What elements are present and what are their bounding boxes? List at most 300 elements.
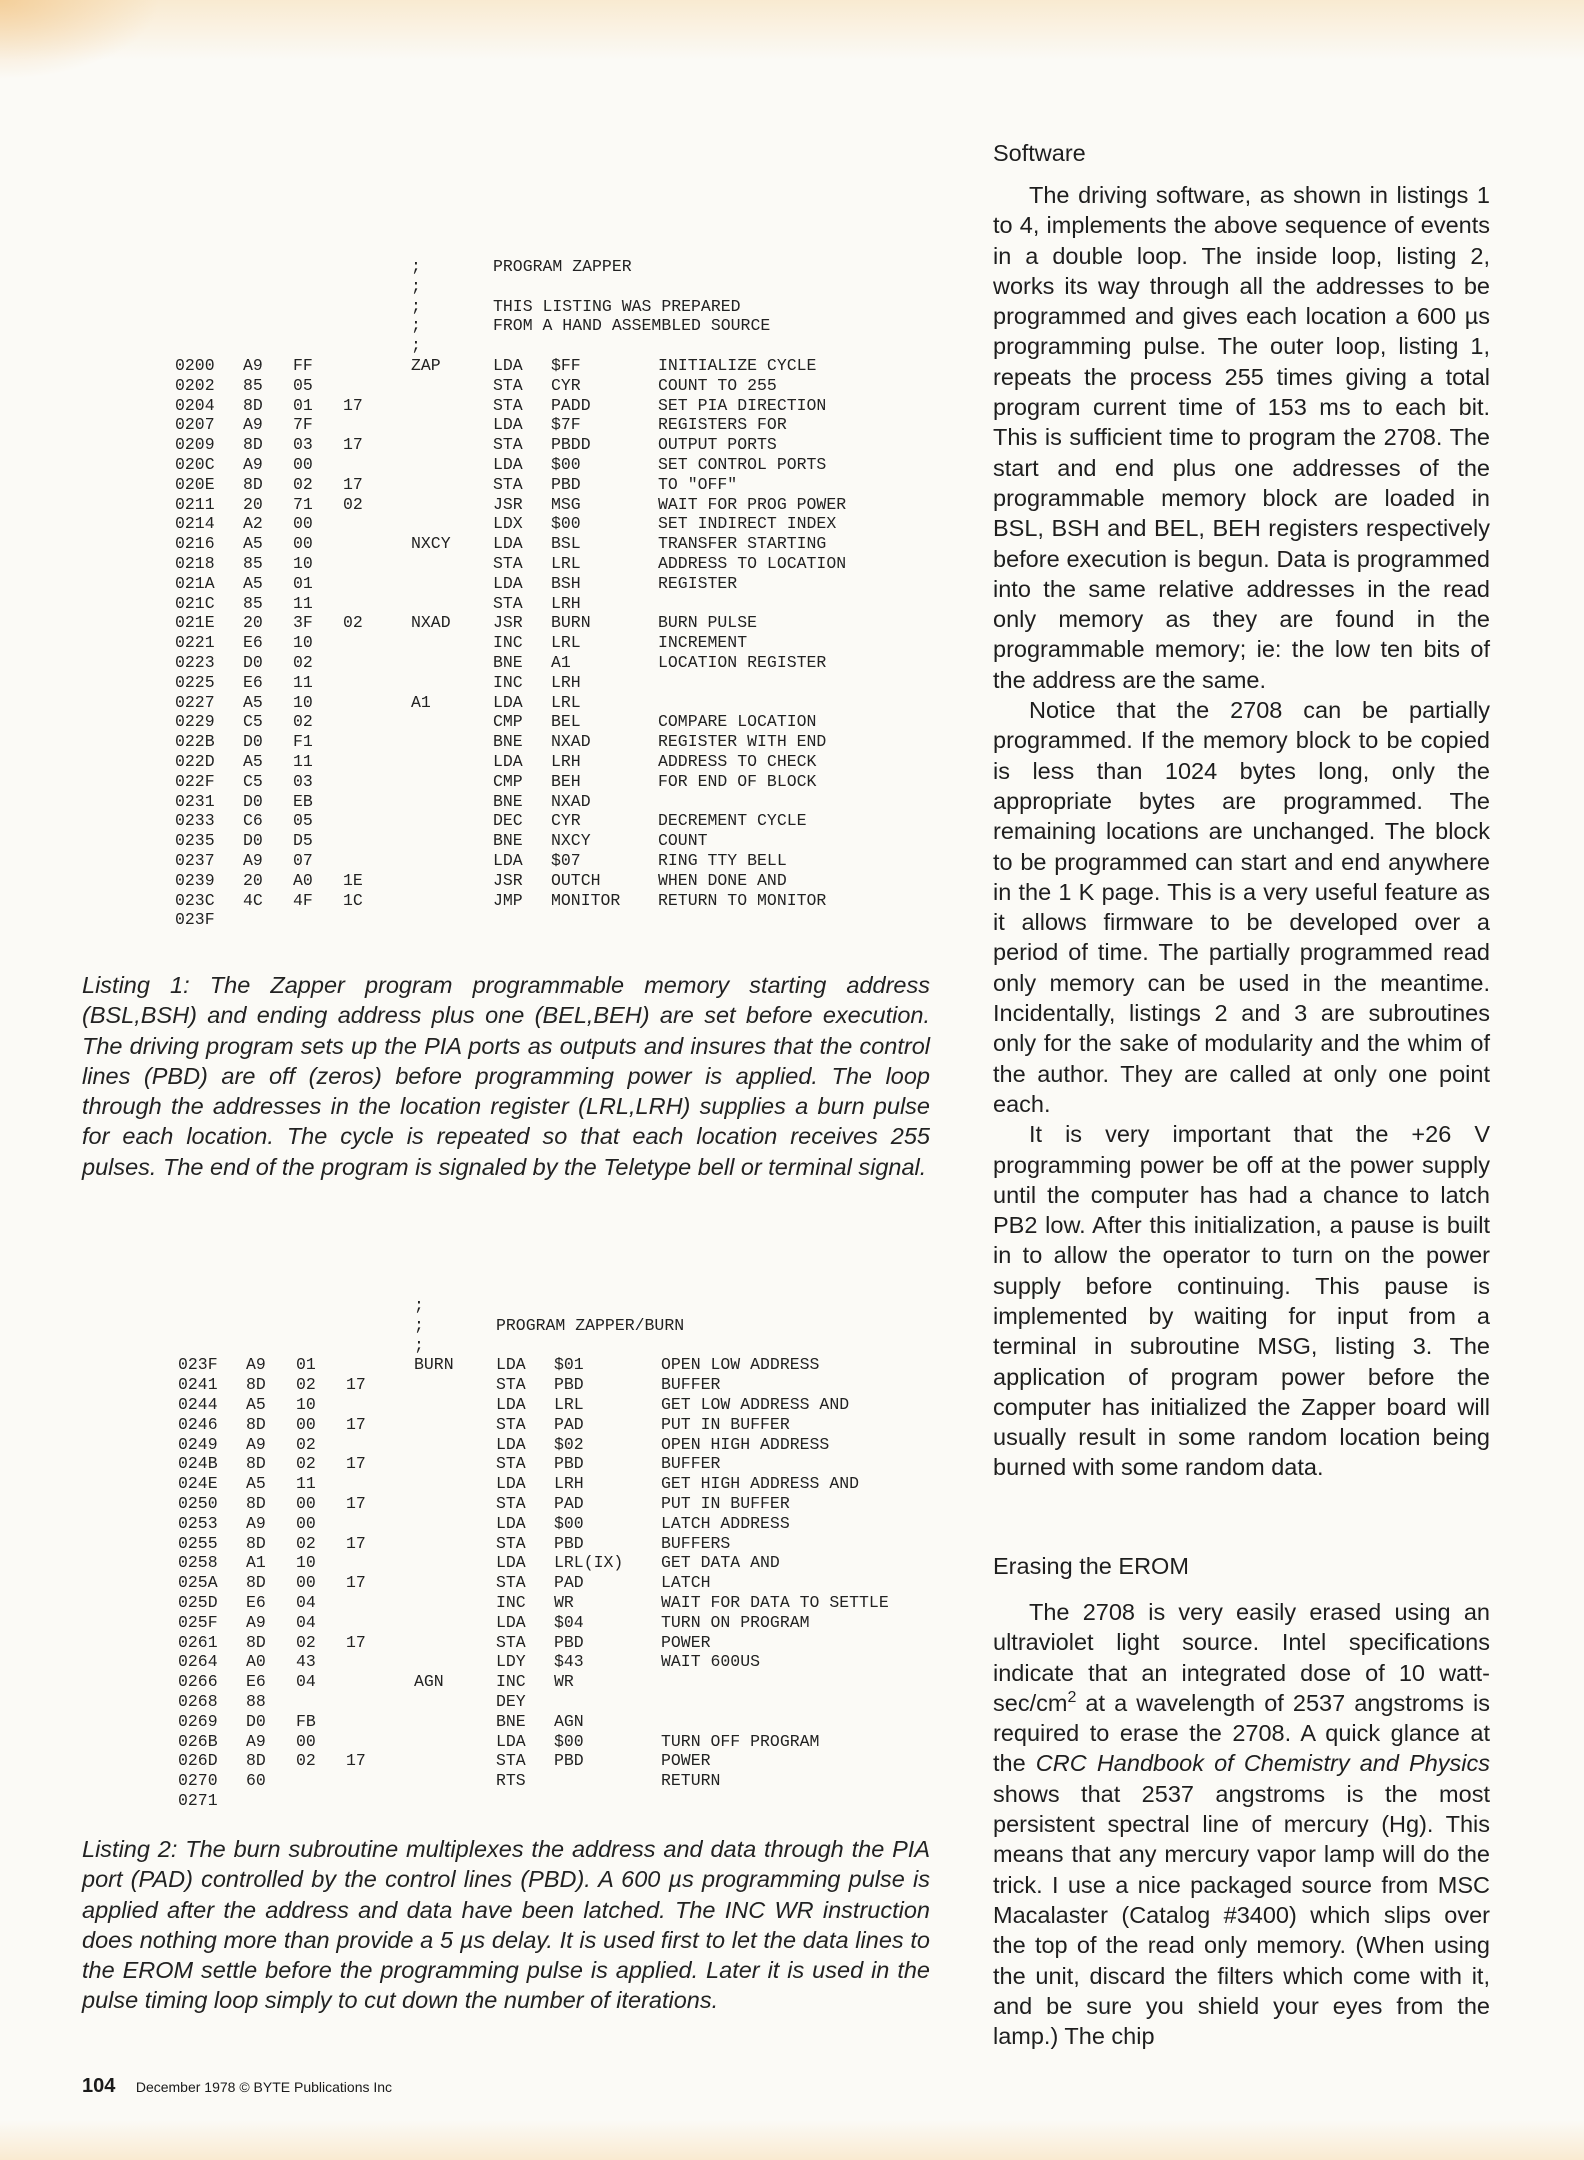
comment-marker: ; (414, 1296, 424, 1315)
listing-cell-op: STA (493, 395, 523, 415)
listing-cell-addr: 0211 (175, 494, 215, 514)
listing-cell-arg: LRH (551, 751, 581, 771)
listing-cell-arg: PBD (554, 1632, 584, 1652)
listing-cell-addr: 0270 (178, 1771, 218, 1791)
listing-cell-b2: 00 (293, 514, 313, 534)
erasing-section (993, 1551, 1490, 2051)
listing-cell-comment: INITIALIZE CYCLE (658, 355, 817, 375)
listing-cell-op: LDA (496, 1513, 526, 1533)
software-paragraph: Notice that the 2708 can be partially programmed. If the memory block to be copied is less than 1024 bytes long, only the appropriate bytes are programmed. The remaining locations are unchanged. The block to be programmed can start and end anywhere in the 1 K page. This is a very useful feature as it allows firmware to be developed over a period of time. The partially programmed read only memory can be used in the meantime. Incidentally, listings 2 and 3 are subroutines only for the sake of modularity and the whim of the author. They are called at only one point each. (993, 697, 1490, 1117)
erasing-heading: Erasing the EROM (993, 1553, 1189, 1579)
listing-cell-comment: OPEN HIGH ADDRESS (661, 1434, 830, 1454)
listing-cell-b1: D0 (243, 732, 263, 752)
listing-cell-arg: PBD (554, 1375, 584, 1395)
listing-cell-addr: 0200 (175, 355, 215, 375)
listing-cell-b2: 07 (293, 850, 313, 870)
listing-cell-arg: LRL (551, 553, 581, 573)
listing-cell-addr: 0264 (178, 1652, 218, 1672)
software-section (993, 138, 1490, 1483)
listing-cell-arg: NXAD (551, 732, 591, 752)
listing-cell-op: LDA (493, 355, 523, 375)
listing-cell-addr: 0268 (178, 1691, 218, 1711)
listing-cell-op: STA (493, 593, 523, 613)
listing-cell-b1: A5 (243, 573, 263, 593)
listing-cell-b2: 11 (296, 1474, 316, 1494)
listing-cell-op: STA (493, 553, 523, 573)
listing-cell-arg: WR (554, 1592, 574, 1612)
listing-cell-b1: 8D (246, 1573, 266, 1593)
listing-cell-b2: 00 (296, 1414, 316, 1434)
listing-cell-arg: PAD (554, 1414, 584, 1434)
listing-cell-comment: REGISTER (658, 573, 738, 593)
listing-1-caption: Listing 1: The Zapper program programmable memory starting address (BSL,BSH) and ending address plus one (BEL,BEH) are set before execution. The driving program sets up the PIA ports as outputs and insures that the control lines (PBD) are off (zeros) before programming power is applied. The loop through the addresses in the location register (LRL,LRH) supplies a burn pulse for each location. The cycle is repeated so that each location receives 255 pulses. The end of the program is signaled by the Teletype bell or terminal signal. (82, 972, 930, 1180)
listing-cell-comment: TURN OFF PROGRAM (661, 1731, 820, 1751)
listing-cell-addr: 021E (175, 613, 215, 633)
listing-cell-comment: REGISTER WITH END (658, 732, 827, 752)
listing-cell-op: BNE (493, 831, 523, 851)
listing-cell-b3: 02 (343, 613, 363, 633)
listing-cell-addr: 0227 (175, 692, 215, 712)
listing-cell-comment: GET LOW ADDRESS AND (661, 1394, 850, 1414)
listing-cell-b2: 04 (296, 1592, 316, 1612)
listing-cell-op: LDA (496, 1434, 526, 1454)
listing-cell-arg: PBD (554, 1533, 584, 1553)
listing-cell-b2: 00 (293, 534, 313, 554)
listing-cell-b1: A9 (246, 1731, 266, 1751)
listing-cell-op: STA (496, 1632, 526, 1652)
listing-cell-arg: $00 (554, 1731, 584, 1751)
listing-cell-b1: A1 (246, 1553, 266, 1573)
listing-cell-arg: NXAD (551, 791, 591, 811)
listing-cell-b2: 02 (293, 652, 313, 672)
listing-cell-b1: A9 (246, 1434, 266, 1454)
comment-text: PROGRAM ZAPPER (493, 257, 632, 276)
listing-cell-b2: 00 (296, 1493, 316, 1513)
software-paragraph: The driving software, as shown in listings 1 to 4, implements the above sequence of events in a double loop. The inside loop, listing 2, works its way through all the addresses to be programmed and gives each location a 600 µs programming pulse. The outer loop, listing 1, repeats the process 255 times giving a total program current time of 153 ms to each bit. This is sufficient time to program the 2708. The start and end plus one addresses of the programmable memory block are loaded in BSL, BSH and BEL, BEH registers respectively before execution is begun. Data is programmed into the same relative addresses in the read only memory as they are found in the programmable memory; ie: the low ten bits of the address are the same. (993, 182, 1490, 693)
listing-cell-op: LDA (496, 1612, 526, 1632)
listing-cell-b1: E6 (246, 1672, 266, 1692)
listing-cell-b2: 05 (293, 375, 313, 395)
comment-text: THIS LISTING WAS PREPARED (493, 296, 741, 316)
listing-cell-b1: 8D (246, 1493, 266, 1513)
listing-cell-op: BNE (493, 652, 523, 672)
listing-cell-comment: OUTPUT PORTS (658, 435, 777, 455)
listing-cell-b1: 8D (246, 1454, 266, 1474)
listing-cell-addr: 022D (175, 751, 215, 771)
listing-cell-comment: RETURN (661, 1771, 721, 1791)
listing-cell-b3: 17 (343, 435, 363, 455)
listing-cell-b2: 02 (296, 1751, 316, 1771)
comment-marker: ; (411, 296, 421, 316)
listing-cell-b2: 10 (296, 1394, 316, 1414)
listing-cell-b3: 17 (346, 1414, 366, 1434)
listing-cell-op: JSR (493, 870, 523, 890)
listing-cell-b2: 03 (293, 771, 313, 791)
listing-cell-b2: 01 (296, 1355, 316, 1375)
listing-2-caption: Listing 2: The burn subroutine multiplexes the address and data through the PIA port (PAD) controlled by the control lines (PBD). A 600 µs programming pulse is applied after the address and data have been latched. The INC WR instruction does nothing more than provide a 5 µs delay. It is used first to let the data lines to the EROM settle before the programming pulse is applied. Later it is used in the pulse timing loop simply to cut down the number of iterations. (82, 1836, 930, 2014)
listing-cell-comment: SET CONTROL PORTS (658, 454, 827, 474)
listing-cell-b1: A0 (246, 1652, 266, 1672)
listing-cell-addr: 0204 (175, 395, 215, 415)
listing-cell-label: A1 (411, 692, 431, 712)
listing-cell-comment: PUT IN BUFFER (661, 1493, 790, 1513)
listing-cell-b2: 02 (296, 1632, 316, 1652)
listing-cell-b1: D0 (243, 831, 263, 851)
listing-cell-b2: 02 (296, 1375, 316, 1395)
listing-cell-b2: 43 (296, 1652, 316, 1672)
listing-cell-op: STA (496, 1573, 526, 1593)
listing-cell-op: LDA (496, 1394, 526, 1414)
listing-cell-addr: 0271 (178, 1790, 218, 1810)
listing-cell-b1: A5 (246, 1394, 266, 1414)
listing-cell-b1: 8D (246, 1533, 266, 1553)
listing-cell-addr: 0229 (175, 712, 215, 732)
listing-cell-arg: LRH (551, 593, 581, 613)
erasing-paragraph: The 2708 is very easily erased using an ultraviolet light source. Intel specifications indicate that an integrated dose of 10 watt-$\sec/cm^2$ at a wavelength of 2537 angstroms is required to erase the 2708. A quick glance at the CRC Handbook of Chemistry and Physics shows that 2537 angstroms is the most persistent spectral line of mercury (Hg). This means that any mercury vapor lamp will do the trick. I use a nice packaged source from MSC Macalaster (Catalog #3400) which slips over the top of the read only memory. (When using the unit, discard the filters which come with it, and be sure you shield your eyes from the lamp.) The chip (993, 1599, 1490, 2050)
listing-cell-op: INC (493, 633, 523, 653)
listing-cell-b1: A9 (243, 355, 263, 375)
listing-cell-arg: CYR (551, 811, 581, 831)
listing-cell-b1: A9 (246, 1355, 266, 1375)
listing-cell-comment: LATCH (661, 1573, 711, 1593)
listing-cell-b2: 02 (296, 1533, 316, 1553)
listing-cell-addr: 0258 (178, 1553, 218, 1573)
listing-cell-comment: WAIT FOR PROG POWER (658, 494, 847, 514)
listing-cell-b1: D0 (246, 1711, 266, 1731)
listing-cell-arg: BEH (551, 771, 581, 791)
listing-cell-b2: 04 (296, 1672, 316, 1692)
listing-cell-addr: 0250 (178, 1493, 218, 1513)
listing-cell-label: NXAD (411, 613, 451, 633)
listing-cell-b2: F1 (293, 732, 313, 752)
listing-cell-comment: OPEN LOW ADDRESS (661, 1355, 820, 1375)
listing-cell-b1: A5 (243, 692, 263, 712)
listing-cell-op: BNE (493, 791, 523, 811)
listing-cell-comment: TRANSFER STARTING (658, 534, 827, 554)
listing-cell-op: BNE (493, 732, 523, 752)
listing-cell-addr: 0209 (175, 435, 215, 455)
listing-cell-b1: 8D (243, 474, 263, 494)
listing-cell-b1: 20 (243, 613, 263, 633)
listing-cell-arg: WR (554, 1672, 574, 1692)
comment-text: FROM A HAND ASSEMBLED SOURCE (493, 316, 771, 336)
listing-cell-arg: $FF (551, 355, 581, 375)
listing-cell-addr: 023F (175, 910, 215, 930)
listing-cell-addr: 025A (178, 1573, 218, 1593)
listing-cell-b3: 17 (346, 1493, 366, 1513)
listing-cell-b2: FB (296, 1711, 316, 1731)
listing-cell-addr: 0233 (175, 811, 215, 831)
listing-cell-arg: $00 (551, 514, 581, 534)
listing-cell-op: STA (493, 375, 523, 395)
listing-cell-comment: ADDRESS TO LOCATION (658, 553, 847, 573)
listing-cell-arg: $00 (551, 454, 581, 474)
listing-cell-arg: CYR (551, 375, 581, 395)
listing-cell-b2: D5 (293, 831, 313, 851)
listing-cell-comment: RING TTY BELL (658, 850, 787, 870)
listing-cell-b1: A9 (246, 1612, 266, 1632)
listing-cell-comment: COUNT TO 255 (658, 375, 777, 395)
listing-cell-addr: 0266 (178, 1672, 218, 1692)
listing-cell-arg: PBD (554, 1454, 584, 1474)
listing-cell-addr: 023C (175, 890, 215, 910)
listing-cell-addr: 0218 (175, 553, 215, 573)
listing-cell-comment: LATCH ADDRESS (661, 1513, 790, 1533)
listing-cell-label: BURN (414, 1355, 454, 1375)
software-heading: Software (993, 140, 1086, 166)
listing-cell-b3: 1E (343, 870, 363, 890)
listing-cell-op: STA (493, 435, 523, 455)
listing-cell-addr: 026B (178, 1731, 218, 1751)
listing-cell-arg: MSG (551, 494, 581, 514)
listing-cell-op: LDA (496, 1553, 526, 1573)
listing-cell-arg: OUTCH (551, 870, 601, 890)
listing-cell-arg: A1 (551, 652, 571, 672)
listing-cell-op: LDA (496, 1355, 526, 1375)
listing-cell-b2: 11 (293, 593, 313, 613)
listing-cell-op: STA (493, 474, 523, 494)
listing-cell-addr: 0216 (175, 534, 215, 554)
listing-cell-b3: 17 (346, 1573, 366, 1593)
listing-cell-op: LDA (493, 454, 523, 474)
listing-cell-b1: C5 (243, 771, 263, 791)
listing-cell-comment: TO "OFF" (658, 474, 738, 494)
listing-cell-comment: FOR END OF BLOCK (658, 771, 817, 791)
listing-cell-addr: 025D (178, 1592, 218, 1612)
listing-cell-b2: 11 (293, 751, 313, 771)
listing-cell-arg: BURN (551, 613, 591, 633)
listing-cell-b2: 10 (293, 633, 313, 653)
listing-cell-comment: WAIT FOR DATA TO SETTLE (661, 1592, 889, 1612)
listing-cell-addr: 0249 (178, 1434, 218, 1454)
listing-cell-comment: PUT IN BUFFER (661, 1414, 790, 1434)
listing-cell-comment: BUFFER (661, 1454, 721, 1474)
listing-cell-op: STA (496, 1414, 526, 1434)
listing-cell-b2: 01 (293, 573, 313, 593)
listing-cell-arg: PBDD (551, 435, 591, 455)
listing-cell-b2: 02 (293, 712, 313, 732)
listing-cell-comment: POWER (661, 1632, 711, 1652)
listing-cell-op: STA (496, 1493, 526, 1513)
listing-cell-b3: 17 (346, 1632, 366, 1652)
listing-cell-arg: PADD (551, 395, 591, 415)
listing-cell-b2: 10 (293, 692, 313, 712)
comment-marker: ; (411, 257, 421, 276)
listing-cell-b1: A9 (243, 454, 263, 474)
listing-cell-b2: 00 (296, 1573, 316, 1593)
listing-cell-b1: E6 (243, 672, 263, 692)
comment-text: PROGRAM ZAPPER/BURN (496, 1315, 685, 1335)
listing-cell-b1: 20 (243, 494, 263, 514)
listing-cell-op: INC (496, 1592, 526, 1612)
listing-cell-arg: AGN (554, 1711, 584, 1731)
listing-cell-label: ZAP (411, 355, 441, 375)
listing-cell-arg: $43 (554, 1652, 584, 1672)
listing-cell-op: LDA (496, 1474, 526, 1494)
listing-cell-addr: 020C (175, 454, 215, 474)
listing-cell-arg: BSH (551, 573, 581, 593)
listing-cell-op: INC (493, 672, 523, 692)
listing-cell-b2: 7F (293, 415, 313, 435)
listing-cell-comment: BUFFER (661, 1375, 721, 1395)
listing-cell-arg: $7F (551, 415, 581, 435)
listing-cell-b1: 8D (246, 1414, 266, 1434)
listing-cell-b2: 10 (296, 1553, 316, 1573)
listing-cell-b1: A5 (243, 534, 263, 554)
listing-cell-comment: ADDRESS TO CHECK (658, 751, 817, 771)
listing-cell-addr: 020E (175, 474, 215, 494)
listing-cell-addr: 025F (178, 1612, 218, 1632)
listing-cell-comment: DECREMENT CYCLE (658, 811, 807, 831)
listing-cell-addr: 0244 (178, 1394, 218, 1414)
listing-cell-b1: D0 (243, 791, 263, 811)
listing-cell-arg: PAD (554, 1573, 584, 1593)
listing-cell-b1: C5 (243, 712, 263, 732)
listing-cell-b3: 02 (343, 494, 363, 514)
listing-cell-op: STA (496, 1454, 526, 1474)
listing-cell-b1: 20 (243, 870, 263, 890)
listing-cell-b1: 8D (246, 1751, 266, 1771)
listing-cell-addr: 0241 (178, 1375, 218, 1395)
listing-cell-b2: A0 (293, 870, 313, 890)
listing-cell-b1: 4C (243, 890, 263, 910)
comment-marker: ; (414, 1335, 424, 1355)
listing-cell-b1: 60 (246, 1771, 266, 1791)
listing-cell-addr: 0207 (175, 415, 215, 435)
listing-cell-op: BNE (496, 1711, 526, 1731)
listing-cell-b2: 02 (296, 1454, 316, 1474)
listing-cell-addr: 021C (175, 593, 215, 613)
paper-stain-top (0, 0, 1584, 60)
listing-cell-op: LDA (493, 850, 523, 870)
listing-cell-addr: 0225 (175, 672, 215, 692)
listing-cell-op: JMP (493, 890, 523, 910)
listing-cell-op: LDX (493, 514, 523, 534)
listing-cell-b1: 85 (243, 375, 263, 395)
listing-cell-addr: 021A (175, 573, 215, 593)
comment-marker: ; (411, 336, 421, 356)
listing-cell-arg: LRL (551, 633, 581, 653)
listing-cell-b2: 02 (293, 474, 313, 494)
listing-cell-comment: GET HIGH ADDRESS AND (661, 1474, 860, 1494)
listing-cell-b1: E6 (246, 1592, 266, 1612)
listing-cell-b2: 02 (296, 1434, 316, 1454)
listing-cell-op: LDA (493, 751, 523, 771)
listing-cell-addr: 023F (178, 1355, 218, 1375)
listing-cell-arg: LRL (554, 1394, 584, 1414)
listing-cell-op: RTS (496, 1771, 526, 1791)
listing-cell-comment: POWER (661, 1751, 711, 1771)
comment-marker: ; (411, 276, 421, 296)
listing-cell-comment: BUFFERS (661, 1533, 731, 1553)
listing-cell-addr: 024E (178, 1474, 218, 1494)
listing-cell-b2: 3F (293, 613, 313, 633)
listing-cell-addr: 0231 (175, 791, 215, 811)
listing-cell-b2: EB (293, 791, 313, 811)
listing-cell-b2: 04 (296, 1612, 316, 1632)
listing-cell-arg: NXCY (551, 831, 591, 851)
listing-cell-addr: 024B (178, 1454, 218, 1474)
listing-cell-b2: 00 (296, 1513, 316, 1533)
listing-cell-b1: 8D (246, 1632, 266, 1652)
listing-cell-b2: 00 (293, 454, 313, 474)
listing-cell-comment: WAIT 600US (661, 1652, 761, 1672)
listing-cell-label: AGN (414, 1672, 444, 1692)
listing-cell-op: DEC (493, 811, 523, 831)
listing-cell-arg: $00 (554, 1513, 584, 1533)
listing-cell-b2: 05 (293, 811, 313, 831)
listing-cell-b1: A5 (246, 1474, 266, 1494)
listing-cell-comment: REGISTERS FOR (658, 415, 787, 435)
listing-cell-op: STA (496, 1375, 526, 1395)
listing-cell-b2: FF (293, 355, 313, 375)
listing-cell-comment: RETURN TO MONITOR (658, 890, 827, 910)
listing-cell-addr: 0261 (178, 1632, 218, 1652)
listing-cell-addr: 0253 (178, 1513, 218, 1533)
listing-cell-comment: LOCATION REGISTER (658, 652, 827, 672)
listing-cell-arg: $02 (554, 1434, 584, 1454)
listing-cell-b1: 85 (243, 553, 263, 573)
paper-stain-corner (0, 0, 160, 80)
listing-cell-b1: D0 (243, 652, 263, 672)
listing-cell-b3: 17 (343, 474, 363, 494)
listing-cell-arg: $01 (554, 1355, 584, 1375)
listing-cell-op: LDA (493, 415, 523, 435)
listing-cell-b2: 11 (293, 672, 313, 692)
listing-cell-b3: 17 (343, 395, 363, 415)
listing-cell-op: LDY (496, 1652, 526, 1672)
listing-cell-op: JSR (493, 613, 523, 633)
listing-cell-arg: LRL(IX) (554, 1553, 624, 1573)
listing-cell-arg: $07 (551, 850, 581, 870)
paper-stain-bottom (0, 2120, 1584, 2160)
listing-cell-b1: 8D (246, 1375, 266, 1395)
listing-cell-b1: 85 (243, 593, 263, 613)
listing-cell-b2: 71 (293, 494, 313, 514)
listing-cell-b1: 8D (243, 395, 263, 415)
listing-cell-op: DEY (496, 1691, 526, 1711)
copyright-line: December 1978 © BYTE Publications Inc (135, 2079, 393, 2095)
software-paragraph: It is very important that the +26 V programming power be off at the power supply until the computer has had a chance to latch PB2 low. After this initialization, a pause is built in to allow the operator to turn on the power supply before continuing. This pause is implemented by waiting for input from a terminal in subroutine MSG, listing 3. The application of program power before the computer has initialized the Zapper board will usually result in some random location being burned with some random data. (993, 1121, 1490, 1481)
listing-cell-arg: LRH (551, 672, 581, 692)
listing-cell-addr: 0269 (178, 1711, 218, 1731)
listing-cell-arg: $04 (554, 1612, 584, 1632)
listing-cell-addr: 0221 (175, 633, 215, 653)
listing-cell-addr: 0237 (175, 850, 215, 870)
listing-cell-b1: A9 (246, 1513, 266, 1533)
listing-cell-label: NXCY (411, 534, 451, 554)
listing-cell-op: CMP (493, 771, 523, 791)
listing-cell-addr: 0246 (178, 1414, 218, 1434)
listing-cell-comment: WHEN DONE AND (658, 870, 787, 890)
listing-cell-b1: A9 (243, 850, 263, 870)
listing-cell-op: LDA (493, 692, 523, 712)
listing-cell-b1: C6 (243, 811, 263, 831)
listing-cell-op: LDA (493, 534, 523, 554)
comment-marker: ; (414, 1315, 424, 1335)
listing-cell-op: LDA (496, 1731, 526, 1751)
listing-cell-b3: 17 (346, 1454, 366, 1474)
listing-cell-b3: 17 (346, 1375, 366, 1395)
listing-cell-addr: 0255 (178, 1533, 218, 1553)
listing-cell-arg: PAD (554, 1493, 584, 1513)
listing-cell-b1: 8D (243, 435, 263, 455)
listing-cell-arg: BSL (551, 534, 581, 554)
listing-cell-op: JSR (493, 494, 523, 514)
listing-cell-b3: 17 (346, 1533, 366, 1553)
listing-cell-arg: PBD (551, 474, 581, 494)
listing-cell-b1: A2 (243, 514, 263, 534)
